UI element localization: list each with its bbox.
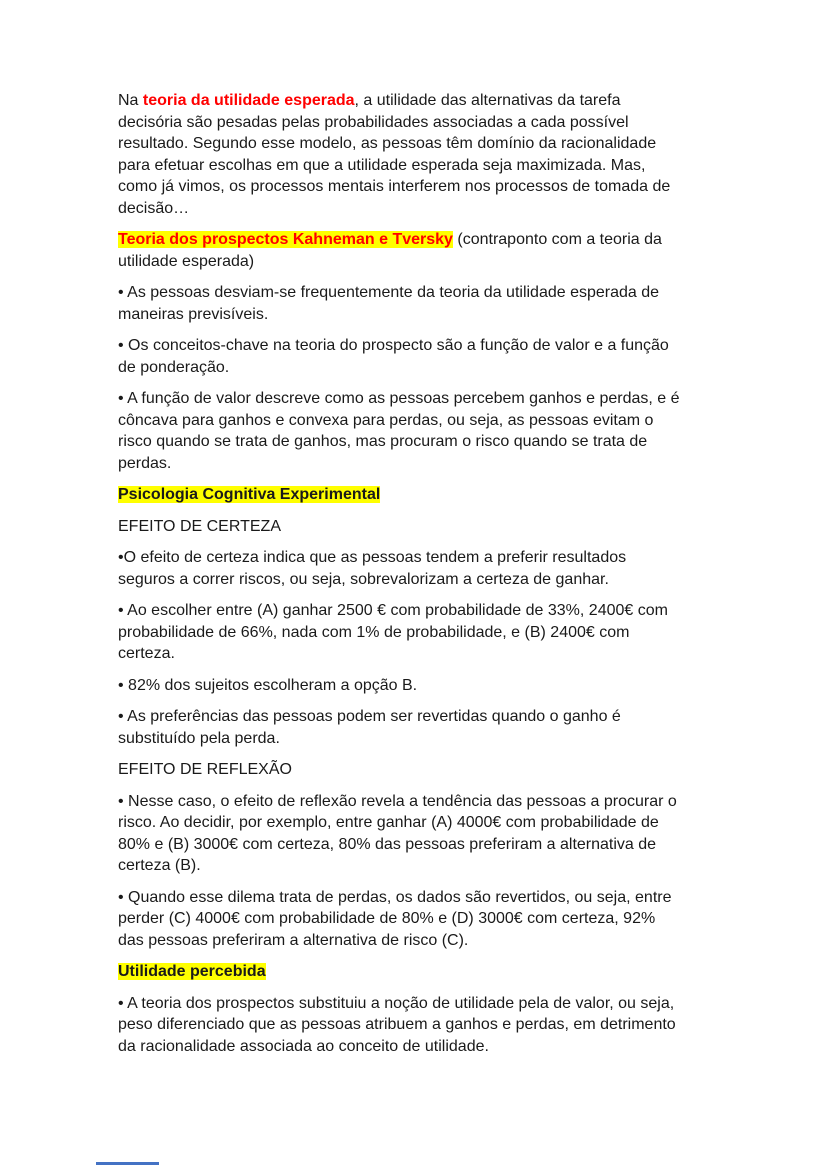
body-text-run: • Quando esse dilema trata de perdas, os dados são revertidos, ou seja, entre — [118, 888, 672, 906]
body-text-run: (contraponto com a teoria da — [452, 231, 662, 248]
bullet-utility-replaced-by-value — [118, 993, 718, 1058]
heading-perceived-utility — [118, 961, 718, 983]
text-line — [118, 453, 718, 475]
body-text-run: risco. Ao decidir, por exemplo, entre ganhar (A) 4000€ com probabilidade de — [118, 814, 659, 831]
body-text-run: como já vimos, os processos mentais interferem nos processos de tomada de — [118, 178, 671, 195]
body-text-run: Na — [118, 92, 143, 109]
bullet-certainty-effect-definition — [118, 547, 718, 590]
body-text-run: perder (C) 4000€ com probabilidade de 80% e (D) 3000€ com certeza, 92% — [118, 910, 656, 927]
text-line — [118, 112, 718, 134]
highlighted-text: Psicologia Cognitiva Experimental — [118, 486, 381, 503]
body-text-run: EFEITO DE REFLEXÃO — [118, 761, 292, 778]
heading-experimental-cognitive-psychology — [118, 484, 718, 506]
body-text-run: resultado. Segundo esse modelo, as pessoas têm domínio da racionalidade — [118, 135, 657, 152]
body-text-run: • As preferências das pessoas podem ser revertidas quando o ganho é — [118, 708, 621, 725]
body-text-run: côncava para ganhos e convexa para perdas, ou seja, as pessoas evitam o — [118, 411, 654, 429]
text-line — [118, 1014, 718, 1036]
text-line — [118, 304, 718, 326]
body-text-run: substituído pela perda. — [118, 729, 280, 747]
body-text-run: • Os conceitos-chave na teoria do prospecto são a função de valor e a função — [118, 337, 669, 354]
paragraph-expected-utility-theory — [118, 90, 718, 219]
body-text-run: • Ao escolher entre (A) ganhar 2500 € com probabilidade de 33%, 2400€ com — [118, 602, 668, 619]
text-line — [118, 547, 718, 569]
text-line — [118, 388, 718, 410]
text-line — [118, 410, 718, 432]
text-line — [118, 1036, 718, 1058]
text-line — [118, 643, 718, 665]
body-text-run: • A função de valor descreve como as pessoas percebem ganhos e perdas, e é — [118, 390, 680, 407]
body-text-run: probabilidade de 66%, nada com 1% de probabilidade, e (B) 2400€ com — [118, 623, 630, 641]
text-line — [118, 834, 718, 856]
bullet-option-b-result — [118, 675, 718, 697]
body-text-run: decisão… — [118, 199, 190, 217]
body-text-run: utilidade esperada) — [118, 252, 255, 270]
text-line — [118, 198, 718, 220]
bullet-value-function — [118, 388, 718, 474]
body-text-run: de ponderação. — [118, 358, 230, 376]
body-text-run: das pessoas preferiram a alternativa de risco (C). — [118, 931, 469, 949]
body-text-run: perdas. — [118, 454, 172, 472]
body-text-run: • Nesse caso, o efeito de reflexão revela a tendência das pessoas a procurar o — [118, 792, 677, 810]
body-text-run: certeza. — [118, 645, 175, 662]
body-text-run: • As pessoas desviam-se frequentemente da teoria da utilidade esperada de — [118, 284, 660, 301]
subheading-reflection-effect — [118, 759, 718, 781]
text-line — [118, 133, 718, 155]
body-text-run: para efetuar escolhas em que a utilidade esperada seja maximizada. Mas, — [118, 156, 646, 174]
bullet-people-deviate — [118, 282, 718, 325]
text-line — [118, 155, 718, 177]
body-text-run: peso diferenciado que as pessoas atribuem a ganhos e perdas, em detrimento — [118, 1016, 676, 1033]
text-line — [118, 961, 718, 983]
text-line — [118, 229, 718, 251]
text-line — [118, 675, 718, 697]
text-line — [118, 728, 718, 750]
text-line — [118, 855, 718, 877]
bullet-preferences-reversed — [118, 706, 718, 749]
body-text-run: da racionalidade associada ao conceito de utilidade. — [118, 1037, 489, 1055]
text-line — [118, 993, 718, 1015]
text-line — [118, 357, 718, 379]
body-text-run: maneiras previsíveis. — [118, 305, 269, 323]
body-text-run: •O efeito de certeza indica que as pessoas tendem a preferir resultados — [118, 549, 627, 566]
body-text-run: EFEITO DE CERTEZA — [118, 517, 281, 535]
text-line — [118, 282, 718, 304]
text-line — [118, 176, 718, 198]
subheading-certainty-effect — [118, 516, 718, 538]
text-line — [118, 887, 718, 909]
red-emphasis-text: teoria da utilidade esperada — [142, 92, 355, 109]
document-body — [118, 90, 718, 1067]
bullet-choice-example — [118, 600, 718, 665]
text-line — [118, 516, 718, 538]
text-line — [118, 251, 718, 273]
bullet-losses-reversed — [118, 887, 718, 952]
text-line — [118, 431, 718, 453]
body-text-run: risco quando se trata de ganhos, mas procuram o risco quando se trata de — [118, 433, 648, 450]
body-text-run: , a utilidade das alternativas da tarefa — [354, 92, 621, 109]
bullet-key-concepts — [118, 335, 718, 378]
body-text-run: • A teoria dos prospectos substituiu a noção de utilidade pela de valor, ou seja, — [118, 994, 675, 1012]
text-line — [118, 600, 718, 622]
body-text-run: decisória são pesadas pelas probabilidades associadas a cada possível — [118, 113, 629, 131]
highlighted-text: Utilidade percebida — [118, 963, 266, 980]
text-line — [118, 335, 718, 357]
highlighted-text: Teoria dos prospectos Kahneman e Tversky — [118, 231, 453, 248]
text-line — [118, 908, 718, 930]
bullet-reflection-effect-definition — [118, 791, 718, 877]
body-text-run: seguros a correr riscos, ou seja, sobrevalorizam a certeza de ganhar. — [118, 570, 609, 588]
text-line — [118, 812, 718, 834]
text-line — [118, 759, 718, 781]
text-line — [118, 569, 718, 591]
blue-underline-mark — [96, 1162, 159, 1165]
body-text-run: • 82% dos sujeitos escolheram a opção B. — [118, 676, 418, 694]
body-text-run: certeza (B). — [118, 857, 201, 874]
heading-prospect-theory — [118, 229, 718, 272]
text-line — [118, 484, 718, 506]
text-line — [118, 930, 718, 952]
text-line — [118, 791, 718, 813]
text-line — [118, 90, 718, 112]
text-line — [118, 622, 718, 644]
body-text-run: 80% e (B) 3000€ com certeza, 80% das pessoas preferiram a alternativa de — [118, 835, 657, 853]
text-line — [118, 706, 718, 728]
